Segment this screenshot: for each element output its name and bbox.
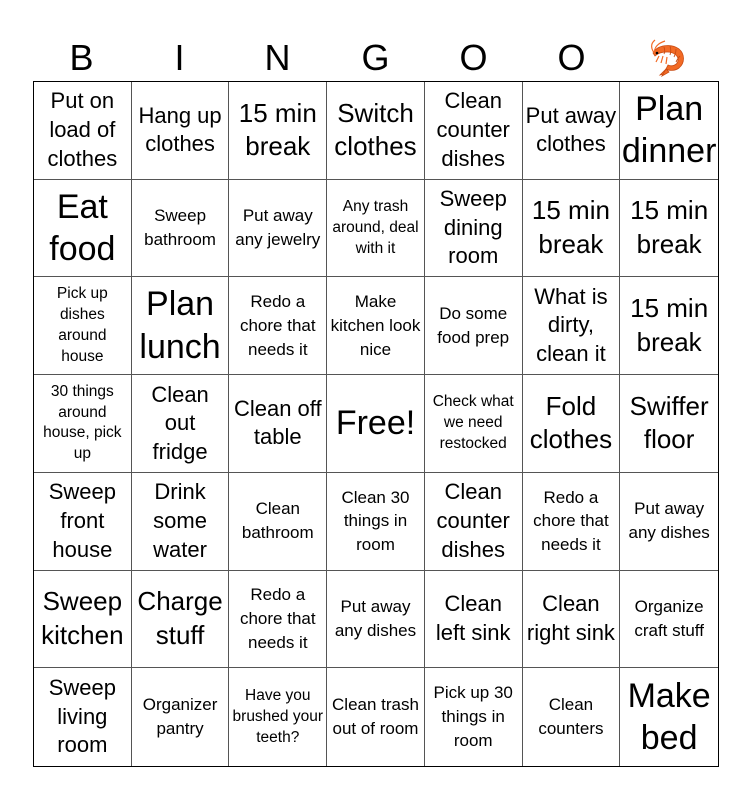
bingo-cell[interactable]: Make kitchen look nice xyxy=(327,277,425,375)
header-letter-o-2: O xyxy=(557,37,587,78)
bingo-cell[interactable]: Organize craft stuff xyxy=(620,571,718,669)
bingo-cell[interactable]: 15 min break xyxy=(229,82,327,180)
bingo-cell[interactable]: What is dirty, clean it xyxy=(523,277,621,375)
bingo-cell[interactable]: 15 min break xyxy=(620,180,718,278)
header-letter-g: G xyxy=(361,37,391,78)
bingo-cell[interactable]: Plan dinner xyxy=(620,82,718,180)
bingo-cell[interactable]: Redo a chore that needs it xyxy=(229,571,327,669)
bingo-cell[interactable]: Put away clothes xyxy=(523,82,621,180)
bingo-cell[interactable]: Clean bathroom xyxy=(229,473,327,571)
bingo-cell[interactable]: Clean counter dishes xyxy=(425,82,523,180)
bingo-cell[interactable]: Clean trash out of room xyxy=(327,668,425,766)
bingo-cell[interactable]: Fold clothes xyxy=(523,375,621,473)
shrimp-icon xyxy=(621,34,719,82)
header-letter-b: B xyxy=(69,37,95,78)
bingo-cell[interactable]: Redo a chore that needs it xyxy=(523,473,621,571)
bingo-cell[interactable]: Sweep kitchen xyxy=(34,571,132,669)
bingo-cell[interactable]: Sweep living room xyxy=(34,668,132,766)
bingo-cell[interactable]: Sweep bathroom xyxy=(132,180,230,278)
bingo-cell[interactable]: Clean right sink xyxy=(523,571,621,669)
bingo-cell[interactable]: Plan lunch xyxy=(132,277,230,375)
bingo-header xyxy=(33,34,719,82)
bingo-cell[interactable]: Check what we need restocked xyxy=(425,375,523,473)
bingo-cell[interactable]: Sweep front house xyxy=(34,473,132,571)
bingo-cell[interactable]: 15 min break xyxy=(620,277,718,375)
bingo-cell[interactable]: Pick up 30 things in room xyxy=(425,668,523,766)
bingo-cell[interactable]: 30 things around house, pick up xyxy=(34,375,132,473)
bingo-cell[interactable]: 15 min break xyxy=(523,180,621,278)
bingo-cell[interactable]: Clean counter dishes xyxy=(425,473,523,571)
bingo-cell[interactable]: Redo a chore that needs it xyxy=(229,277,327,375)
bingo-cell[interactable]: Drink some water xyxy=(132,473,230,571)
bingo-cell[interactable]: Organizer pantry xyxy=(132,668,230,766)
bingo-cell[interactable]: Put away any dishes xyxy=(620,473,718,571)
header-letter-i: I xyxy=(174,37,186,78)
bingo-cell[interactable]: Pick up dishes around house xyxy=(34,277,132,375)
header-letter-o: O xyxy=(459,37,489,78)
bingo-cell[interactable]: Do some food prep xyxy=(425,277,523,375)
bingo-cell[interactable]: Clean off table xyxy=(229,375,327,473)
bingo-cell[interactable]: Have you brushed your teeth? xyxy=(229,668,327,766)
bingo-cell[interactable]: Make bed xyxy=(627,676,711,758)
bingo-cell[interactable]: Clean counters xyxy=(523,668,621,766)
bingo-cell[interactable]: Clean out fridge xyxy=(132,375,230,473)
bingo-cell[interactable]: Hang up clothes xyxy=(132,82,230,180)
bingo-cell[interactable]: Put on load of clothes xyxy=(34,82,132,180)
bingo-cell[interactable]: Put away any dishes xyxy=(327,571,425,669)
bingo-grid xyxy=(33,81,719,767)
bingo-cell[interactable]: Sweep dining room xyxy=(425,180,523,278)
bingo-cell[interactable]: Eat food xyxy=(34,180,132,278)
bingo-cell[interactable]: Swiffer floor xyxy=(620,375,718,473)
header-letter-n: N xyxy=(264,37,292,78)
bingo-cell[interactable]: Free! xyxy=(327,375,425,473)
bingo-cell[interactable]: Any trash around, deal with it xyxy=(327,180,425,278)
bingo-cell[interactable]: Put away any jewelry xyxy=(229,180,327,278)
bingo-cell[interactable]: Switch clothes xyxy=(327,82,425,180)
bingo-cell[interactable]: Clean 30 things in room xyxy=(327,473,425,571)
bingo-cell[interactable]: Clean left sink xyxy=(425,571,523,669)
bingo-cell[interactable]: Charge stuff xyxy=(132,571,230,669)
